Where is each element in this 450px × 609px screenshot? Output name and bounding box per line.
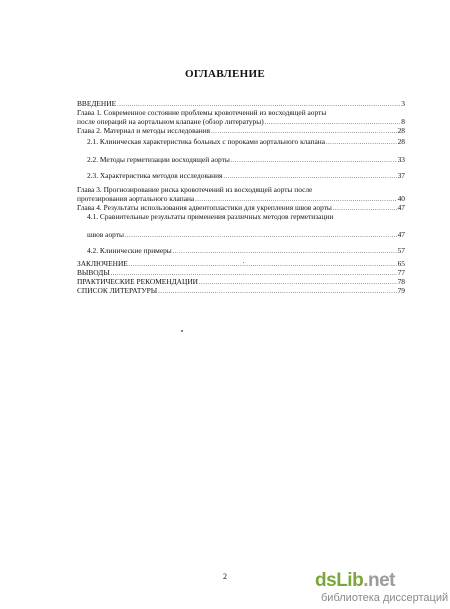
toc-page-number: 37 — [397, 171, 405, 180]
toc-page-number: 78 — [397, 277, 405, 286]
toc-entry-s41[interactable] — [87, 230, 405, 239]
toc-entry-s41-line1[interactable]: 4.1. Сравнительные результаты применения различных методов герметизации — [87, 212, 334, 221]
toc-entry-text: ПРАКТИЧЕСКИЕ РЕКОМЕНДАЦИИ — [77, 277, 199, 286]
toc-page-number: 57 — [397, 246, 405, 255]
toc-entry-text: ВЫВОДЫ — [77, 268, 110, 277]
dot-leader — [211, 126, 397, 135]
toc-page-number: 47 — [397, 230, 405, 239]
toc-page-number: 79 — [397, 286, 405, 295]
toc-entry-text: после операций на аортальном клапане (обзор литературы) — [77, 117, 264, 126]
scan-speck — [181, 330, 183, 332]
toc-entry-text: ВВЕДЕНИЕ — [77, 99, 117, 108]
toc-entry-references[interactable] — [77, 286, 405, 295]
toc-entry-ch4[interactable] — [77, 203, 405, 212]
dslib-watermark[interactable] — [315, 570, 450, 609]
dot-leader — [125, 230, 397, 239]
toc-page-number: 8 — [401, 117, 405, 126]
page-number: 2 — [223, 572, 227, 581]
toc-entry-ch1[interactable] — [77, 117, 405, 126]
toc-entry-ch2[interactable] — [77, 126, 405, 135]
toc-page-number: 65 — [397, 259, 405, 268]
toc-entry-text: 2.3. Характеристика методов исследования — [87, 171, 223, 180]
toc-entry-text: 4.2. Клинические примеры — [87, 246, 172, 255]
toc-page-number: 40 — [397, 194, 405, 203]
dot-leader — [265, 117, 401, 126]
dot-leader — [333, 203, 397, 212]
toc-entry-text: СПИСОК ЛИТЕРАТУРЫ — [77, 286, 158, 295]
dot-leader — [111, 268, 397, 277]
toc-page-number: 47 — [397, 203, 405, 212]
watermark-subtitle: библиотека диссертаций — [321, 592, 449, 604]
dot-leader — [117, 99, 400, 108]
watermark-logo: dsLib.net — [315, 570, 395, 591]
toc-entry-recommendations[interactable] — [77, 277, 405, 286]
toc-entry-ch3-line1[interactable]: Глава 3. Прогнозирование риска кровотечений из восходящей аорты после — [77, 185, 313, 194]
toc-entry-s23[interactable] — [87, 171, 405, 180]
dot-leader — [158, 286, 396, 295]
toc-entry-text: Глава 4. Результаты использования адвентопластики для укрепления швов аорты — [77, 203, 332, 212]
dot-leader — [326, 137, 397, 146]
dot-leader — [223, 171, 396, 180]
toc-entry-s21[interactable] — [87, 137, 405, 146]
toc-entry-ch3[interactable] — [77, 194, 405, 203]
toc-page-number: 77 — [397, 268, 405, 277]
toc-page-number: 28 — [397, 126, 405, 135]
dot-leader — [199, 277, 397, 286]
toc-entry-text: ЗАКЛЮЧЕНИЕ — [77, 259, 128, 268]
toc-entry-text: Глава 2. Материал и методы исследования — [77, 126, 211, 135]
dot-leader — [129, 259, 397, 268]
toc-page-number: 33 — [397, 155, 405, 164]
toc-entry-text: швов аорты — [87, 230, 124, 239]
toc-entry-conclusion[interactable] — [77, 259, 405, 268]
toc-entry-ch1-line1[interactable]: Глава 1. Современное состояние проблемы кровотечений из восходящей аорты — [77, 108, 327, 117]
dot-leader — [173, 246, 397, 255]
toc-entry-text: 2.1. Клиническая характеристика больных с пороками аортального клапана — [87, 137, 326, 146]
scan-speck — [243, 262, 244, 263]
dot-leader — [231, 155, 397, 164]
toc-entry-text: протезирования аортального клапана — [77, 194, 195, 203]
page-title: ОГЛАВЛЕНИЕ — [185, 68, 265, 80]
toc-page-number: 28 — [397, 137, 405, 146]
toc-page-number: 3 — [401, 99, 405, 108]
dot-leader — [195, 194, 396, 203]
toc-entry-s42[interactable] — [87, 246, 405, 255]
toc-entry-text: 2.2. Методы герметизации восходящей аорты — [87, 155, 230, 164]
toc-entry-findings[interactable] — [77, 268, 405, 277]
toc-entry-s22[interactable] — [87, 155, 405, 164]
toc-entry-intro[interactable] — [77, 99, 405, 108]
